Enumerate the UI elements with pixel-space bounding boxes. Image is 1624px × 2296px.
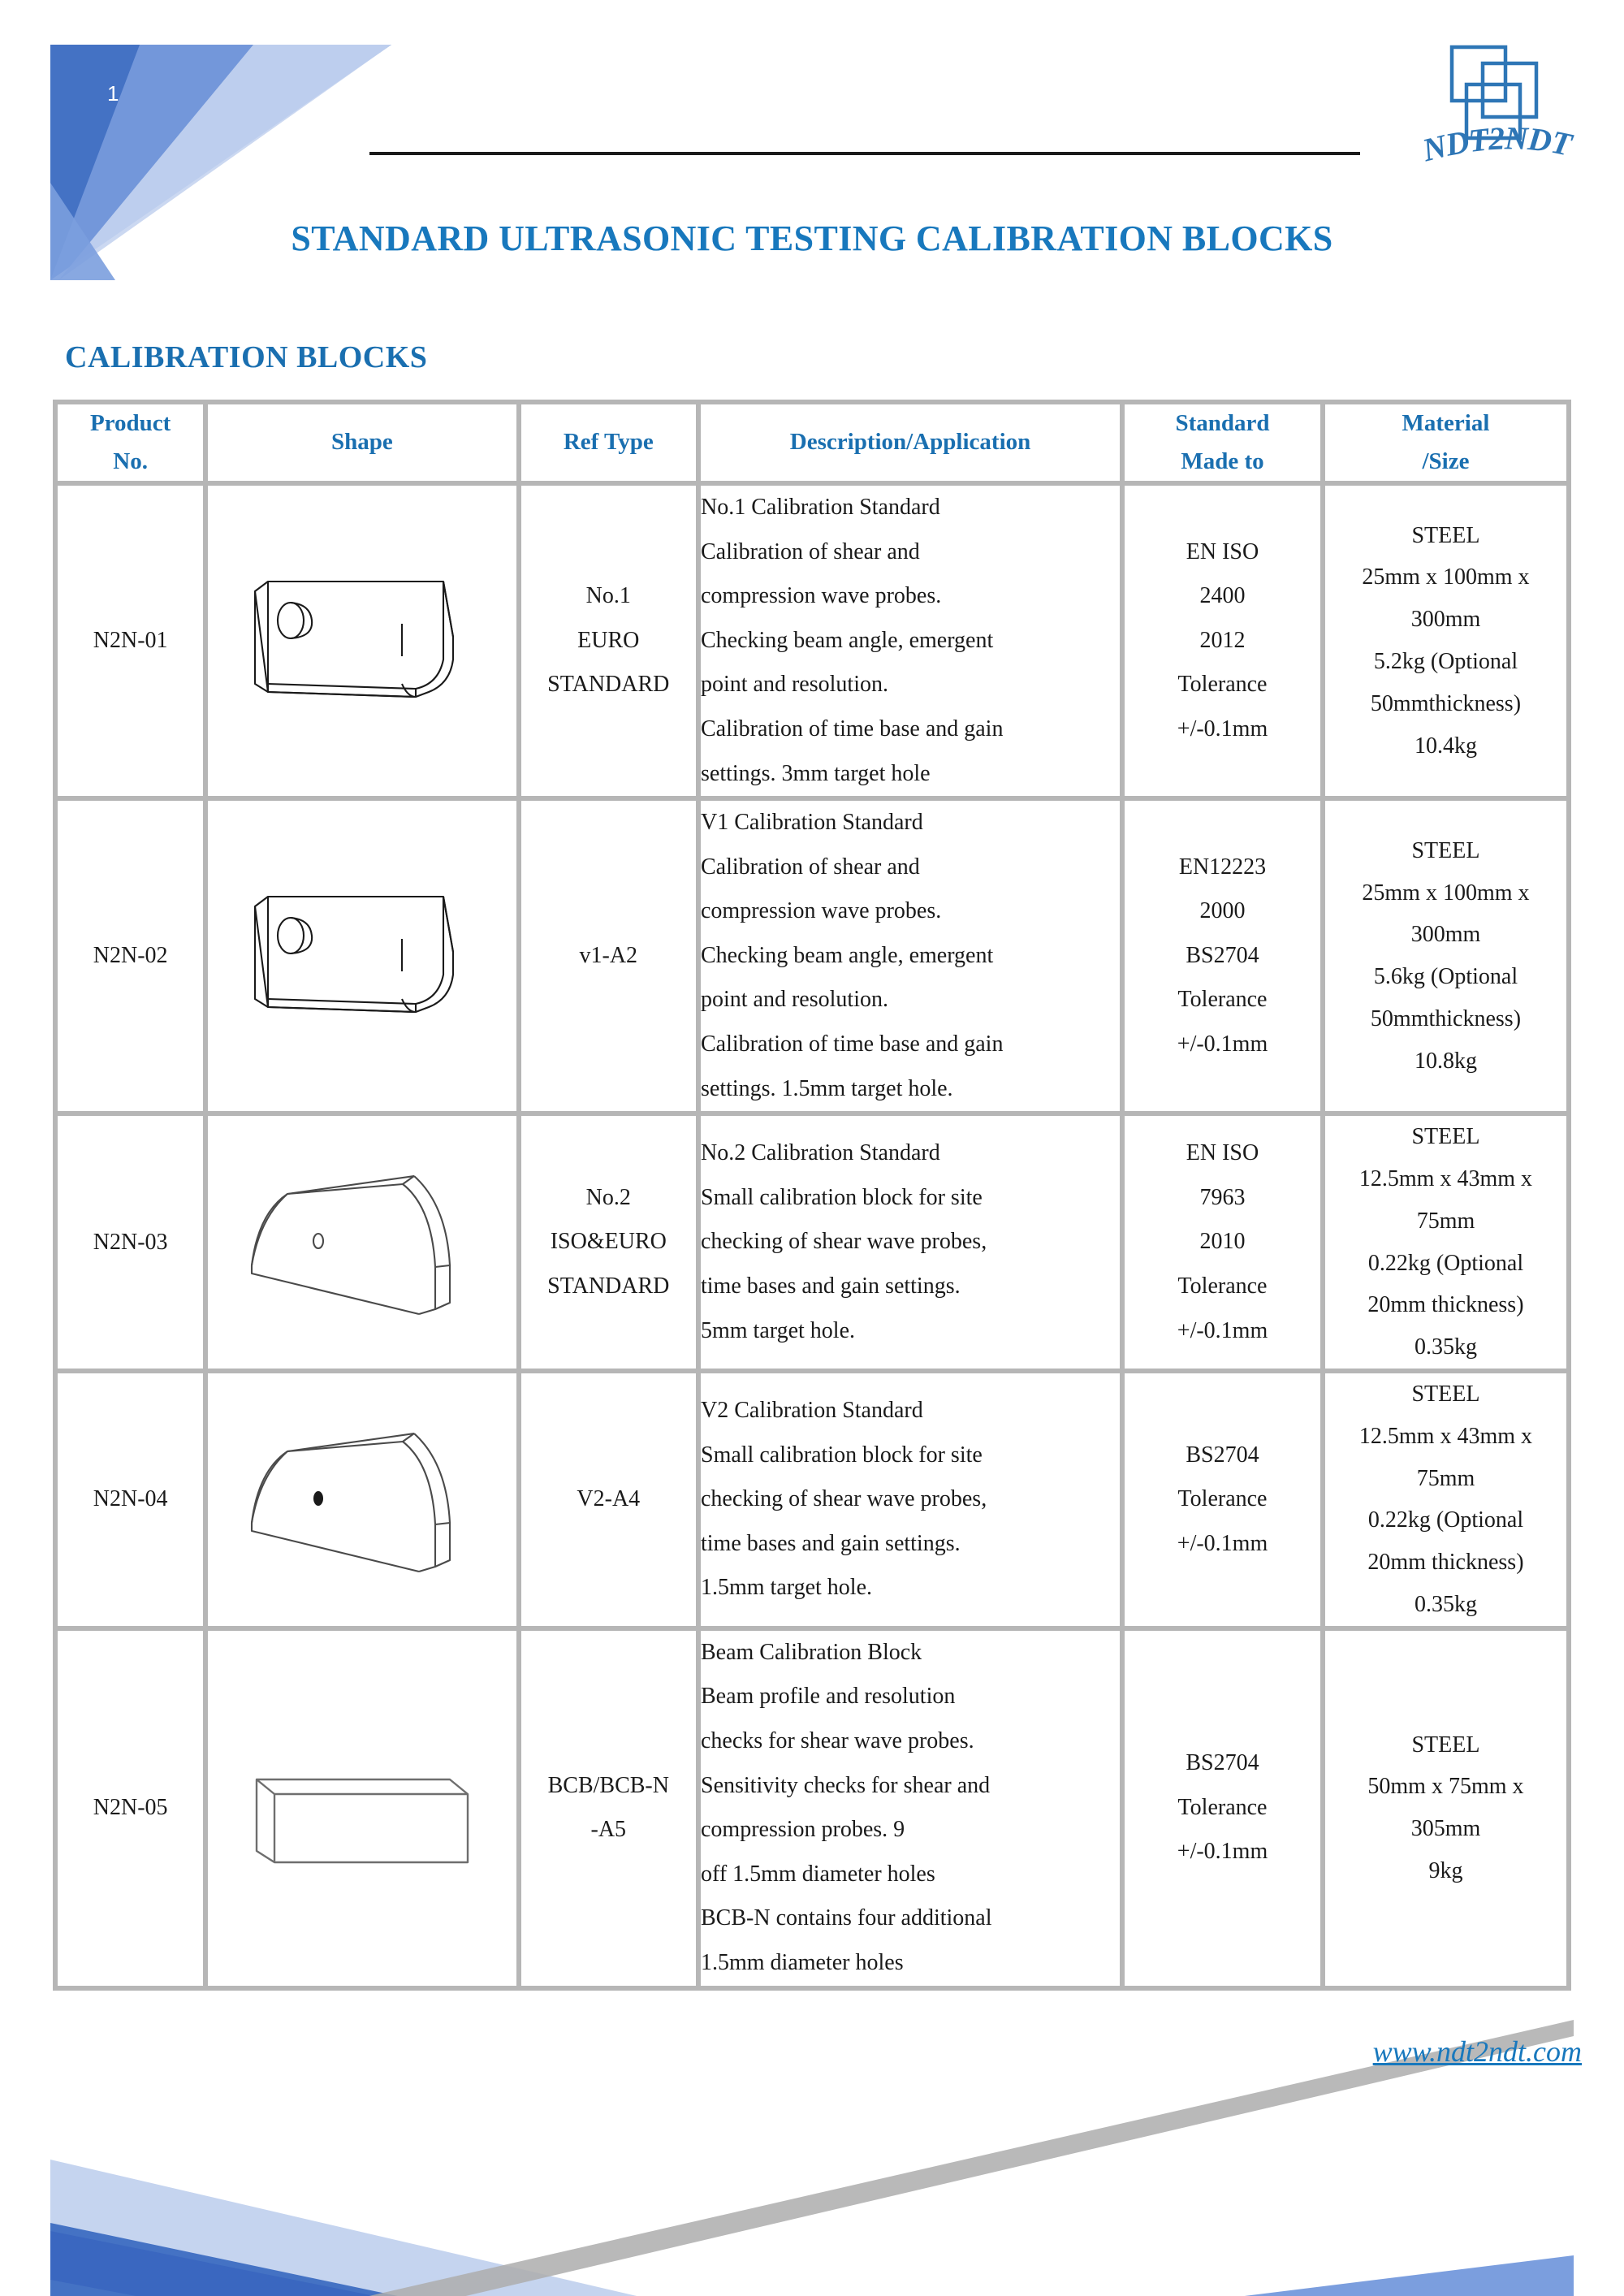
- material-line: 25mm x 100mm x: [1362, 880, 1530, 906]
- header-line: /Size: [1422, 448, 1470, 474]
- header-line: No.: [113, 448, 148, 474]
- description-line: off 1.5mm diameter holes: [701, 1861, 935, 1887]
- standard-line: Tolerance: [1177, 1273, 1268, 1299]
- ref-type-line: STANDARD: [547, 672, 670, 698]
- cell-product-no: N2N-01: [55, 483, 205, 798]
- cell-product-no: N2N-05: [55, 1628, 205, 1988]
- standard-line: 7963: [1199, 1184, 1246, 1210]
- material-line: 0.35kg: [1414, 1334, 1477, 1360]
- description-line: checking of shear wave probes,: [701, 1229, 987, 1255]
- cell-ref-type: [519, 1371, 698, 1628]
- cell-ref-type: [519, 798, 698, 1113]
- calibration-blocks-table: [53, 400, 1571, 1991]
- column-header-description: [698, 402, 1122, 483]
- ref-type-line: BCB/BCB-N: [547, 1772, 669, 1798]
- cell-ref-type: [519, 1113, 698, 1371]
- material-line: STEEL: [1411, 522, 1480, 548]
- description-line: BCB-N contains four additional: [701, 1905, 992, 1931]
- material-line: 300mm: [1410, 922, 1481, 948]
- header-line: Ref Type: [563, 429, 654, 456]
- description-line: No.2 Calibration Standard: [701, 1140, 940, 1166]
- description-line: time bases and gain settings.: [701, 1530, 961, 1556]
- cell-shape: [205, 483, 518, 798]
- cell-description: [698, 1113, 1122, 1371]
- table-row: [55, 1628, 1569, 1988]
- description-line: Small calibration block for site: [701, 1442, 983, 1468]
- cell-material: [1323, 1113, 1569, 1371]
- cell-standard: [1122, 1371, 1323, 1628]
- description-line: Sensitivity checks for shear and: [701, 1772, 991, 1798]
- standard-line: +/-0.1mm: [1177, 1839, 1268, 1865]
- cell-shape: [205, 1371, 518, 1628]
- cell-product-no: N2N-03: [55, 1113, 205, 1371]
- material-line: STEEL: [1411, 1124, 1480, 1150]
- standard-line: Tolerance: [1177, 1794, 1268, 1820]
- standard-line: Tolerance: [1177, 987, 1268, 1013]
- description-line: compression wave probes.: [701, 898, 942, 924]
- cell-description: [698, 798, 1122, 1113]
- material-line: STEEL: [1411, 837, 1480, 863]
- material-line: 50mmthickness): [1370, 690, 1522, 716]
- section-heading: CALIBRATION BLOCKS: [65, 340, 428, 374]
- ref-type-line: No.2: [585, 1184, 631, 1210]
- standard-line: 2012: [1199, 627, 1246, 653]
- description-line: Beam profile and resolution: [701, 1684, 956, 1710]
- table-header-row: [55, 402, 1569, 483]
- column-header-ref-type: [519, 402, 698, 483]
- cell-material: [1323, 1371, 1569, 1628]
- material-line: 300mm: [1410, 607, 1481, 633]
- rectangular-bar-block-icon: [240, 1729, 484, 1883]
- table-row: [55, 1113, 1569, 1371]
- header-line: Product: [89, 410, 171, 436]
- standard-line: EN ISO: [1186, 1140, 1259, 1166]
- standard-line: 2010: [1199, 1229, 1246, 1255]
- column-header-shape: [205, 402, 518, 483]
- ref-type-line: No.1: [585, 583, 631, 609]
- material-line: 10.8kg: [1414, 1048, 1477, 1074]
- material-line: 12.5mm x 43mm x: [1358, 1423, 1533, 1449]
- v1-wedge-block-icon: [240, 562, 484, 716]
- standard-line: BS2704: [1186, 942, 1259, 968]
- description-line: settings. 3mm target hole: [701, 760, 931, 786]
- standard-line: BS2704: [1186, 1442, 1259, 1468]
- cell-standard: [1122, 1113, 1323, 1371]
- cell-ref-type: [519, 483, 698, 798]
- footer-website-link[interactable]: www.ndt2ndt.com: [1372, 2035, 1582, 2068]
- standard-line: EN12223: [1178, 854, 1267, 880]
- material-line: 20mm thickness): [1367, 1550, 1524, 1576]
- material-line: 0.22kg (Optional: [1367, 1507, 1524, 1533]
- description-line: point and resolution.: [701, 987, 888, 1013]
- footer-decoration: [0, 1987, 1624, 2296]
- description-line: Checking beam angle, emergent: [701, 627, 994, 653]
- ref-type-line: V2-A4: [577, 1486, 641, 1512]
- standard-line: +/-0.1mm: [1177, 1530, 1268, 1556]
- description-line: 5mm target hole.: [701, 1317, 855, 1343]
- material-line: 0.22kg (Optional: [1367, 1250, 1524, 1276]
- description-line: compression probes. 9: [701, 1817, 905, 1843]
- description-line: Checking beam angle, emergent: [701, 942, 994, 968]
- standard-line: Tolerance: [1177, 672, 1268, 698]
- standard-line: +/-0.1mm: [1177, 716, 1268, 742]
- column-header-material: [1323, 402, 1569, 483]
- description-line: checks for shear wave probes.: [701, 1728, 974, 1753]
- description-line: point and resolution.: [701, 672, 888, 698]
- material-line: 50mmthickness): [1370, 1005, 1522, 1031]
- material-line: 12.5mm x 43mm x: [1358, 1166, 1533, 1192]
- description-line: Calibration of shear and: [701, 854, 920, 880]
- ref-type-line: v1-A2: [579, 942, 638, 968]
- description-line: settings. 1.5mm target hole.: [701, 1075, 953, 1101]
- description-line: V2 Calibration Standard: [701, 1397, 923, 1423]
- material-line: 50mm x 75mm x: [1367, 1774, 1524, 1800]
- page-number: 1: [107, 81, 120, 106]
- column-header-product-no: [55, 402, 205, 483]
- table-row: [55, 483, 1569, 798]
- material-line: 75mm: [1416, 1208, 1475, 1234]
- material-line: 0.35kg: [1414, 1592, 1477, 1618]
- ref-type-line: EURO: [577, 627, 640, 653]
- header-divider-rule: [369, 152, 1360, 155]
- description-line: compression wave probes.: [701, 583, 942, 609]
- table-body: [55, 483, 1569, 1988]
- material-line: 25mm x 100mm x: [1362, 564, 1530, 590]
- description-line: No.1 Calibration Standard: [701, 494, 940, 520]
- description-line: Calibration of shear and: [701, 538, 920, 564]
- cell-description: [698, 483, 1122, 798]
- cell-description: [698, 1371, 1122, 1628]
- page-title: STANDARD ULTRASONIC TESTING CALIBRATION BLOCKS: [291, 218, 1333, 258]
- table-row: [55, 798, 1569, 1113]
- cell-material: [1323, 798, 1569, 1113]
- ref-type-line: -A5: [590, 1817, 627, 1843]
- standard-line: Tolerance: [1177, 1486, 1268, 1512]
- description-line: Small calibration block for site: [701, 1184, 983, 1210]
- logo-wordmark: NDT2NDT: [1419, 119, 1574, 169]
- header-line: Made to: [1181, 448, 1264, 474]
- material-line: 75mm: [1416, 1465, 1475, 1491]
- description-line: V1 Calibration Standard: [701, 810, 923, 836]
- standard-line: EN ISO: [1186, 538, 1259, 564]
- page-header: [0, 0, 1624, 309]
- calibration-blocks-table-wrapper: [53, 400, 1571, 1991]
- description-line: time bases and gain settings.: [701, 1273, 961, 1299]
- cell-product-no: N2N-02: [55, 798, 205, 1113]
- material-line: 5.6kg (Optional: [1373, 964, 1518, 990]
- material-line: 20mm thickness): [1367, 1292, 1524, 1318]
- material-line: 5.2kg (Optional: [1373, 649, 1518, 675]
- header-line: Description/Application: [789, 429, 1031, 456]
- table-header: [55, 402, 1569, 483]
- ndt2ndt-logo: [1415, 24, 1609, 195]
- table-row: [55, 1371, 1569, 1628]
- description-line: 1.5mm diameter holes: [701, 1949, 904, 1975]
- v1-wedge-block-icon: [240, 877, 484, 1031]
- description-line: 1.5mm target hole.: [701, 1575, 872, 1601]
- standard-line: 2400: [1199, 583, 1246, 609]
- cell-shape: [205, 798, 518, 1113]
- svg-text:NDT2NDT: [1418, 119, 1576, 168]
- material-line: STEEL: [1411, 1381, 1480, 1407]
- header-line: Shape: [331, 429, 393, 456]
- description-line: Beam Calibration Block: [701, 1639, 922, 1665]
- standard-line: +/-0.1mm: [1177, 1317, 1268, 1343]
- cell-ref-type: [519, 1628, 698, 1988]
- description-line: checking of shear wave probes,: [701, 1486, 987, 1512]
- cell-standard: [1122, 798, 1323, 1113]
- ref-type-line: STANDARD: [547, 1273, 670, 1299]
- standard-line: BS2704: [1186, 1750, 1259, 1776]
- cell-product-no: N2N-04: [55, 1371, 205, 1628]
- page-footer: [0, 1987, 1624, 2296]
- description-line: Calibration of time base and gain: [701, 716, 1004, 742]
- cell-standard: [1122, 483, 1323, 798]
- cell-description: [698, 1628, 1122, 1988]
- cell-material: [1323, 483, 1569, 798]
- description-line: Calibration of time base and gain: [701, 1031, 1004, 1057]
- ref-type-line: ISO&EURO: [550, 1229, 667, 1255]
- header-line: Material: [1402, 410, 1490, 436]
- material-line: 10.4kg: [1414, 733, 1477, 759]
- standard-line: 2000: [1199, 898, 1246, 924]
- cell-material: [1323, 1628, 1569, 1988]
- v2-arc-block-filled-hole-icon: [240, 1420, 484, 1575]
- cell-shape: [205, 1113, 518, 1371]
- cell-standard: [1122, 1628, 1323, 1988]
- v2-arc-block-icon: [240, 1163, 484, 1317]
- standard-line: +/-0.1mm: [1177, 1031, 1268, 1057]
- cell-shape: [205, 1628, 518, 1988]
- header-line: Standard: [1175, 410, 1270, 436]
- material-line: STEEL: [1411, 1732, 1480, 1758]
- column-header-standard: [1122, 402, 1323, 483]
- material-line: 9kg: [1428, 1857, 1463, 1883]
- material-line: 305mm: [1410, 1816, 1481, 1842]
